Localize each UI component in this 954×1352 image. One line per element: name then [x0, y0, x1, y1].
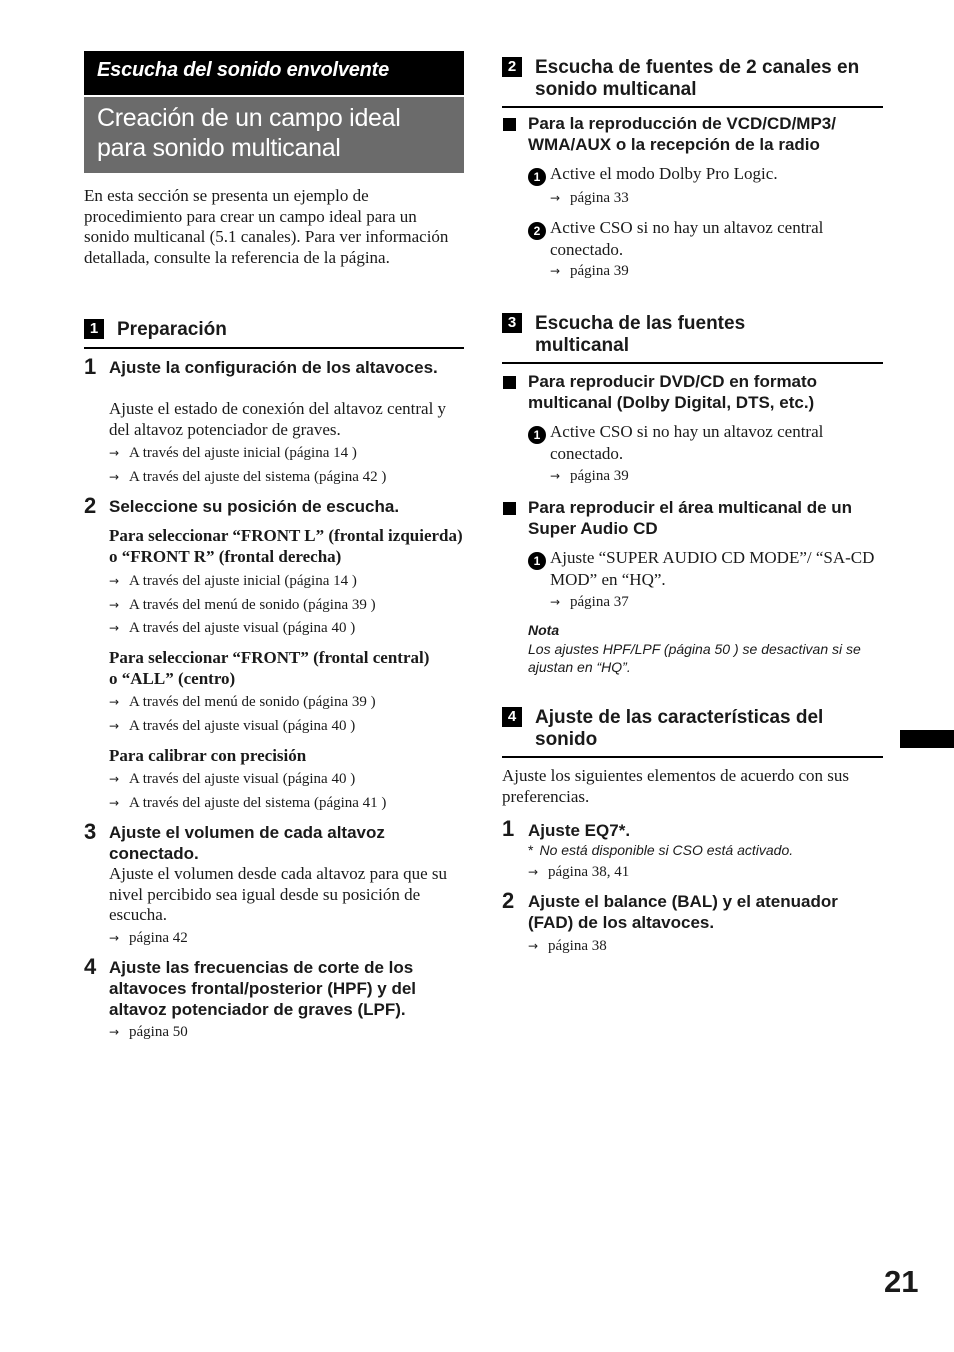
step-2-sub-2-ref-1: → A través del menú de sonido (página 39 ) [109, 694, 376, 710]
number-circle-icon: 1 [528, 426, 546, 444]
step-3-ref: → página 42 [109, 930, 188, 946]
arrow-icon: → [109, 574, 120, 588]
step-3-number: 3 [84, 819, 97, 844]
step-2-sub-2-ref-2: → A través del ajuste visual (página 40 ) [109, 718, 356, 734]
section-3-bullet-2-ref: → página 37 [550, 594, 629, 610]
arrow-icon: → [550, 469, 561, 483]
arrow-icon: → [109, 446, 120, 460]
page-title-line2: para sonido multicanal [97, 134, 341, 162]
note-text: Los ajustes HPF/LPF (página 50 ) se desactivan si se ajustan en “HQ”. [528, 641, 861, 675]
section-3-bullet-2-item: 1 Ajuste “SUPER AUDIO CD MODE”/ “SA-CD MOD” en “HQ”. [528, 548, 895, 591]
section-4-step-1-ref: → página 38, 41 [528, 864, 630, 880]
bullet-square-icon [503, 376, 516, 389]
arrow-icon: → [109, 1025, 120, 1039]
number-circle-icon: 1 [528, 552, 546, 570]
section-4-footnote: * No está disponible si CSO está activado. [528, 842, 794, 858]
section-2-number: 2 [502, 57, 522, 77]
step-3-title: Ajuste el volumen de cada altavoz conectado. [109, 823, 385, 863]
number-circle-icon: 2 [528, 222, 546, 240]
section-4-step-1-title: Ajuste EQ7*. [528, 821, 631, 840]
step-2-sub-1-ref-2: → A través del menú de sonido (página 39 ) [109, 597, 376, 613]
section-2-item-2-ref: → página 39 [550, 263, 629, 279]
page-title-line1: Creación de un campo ideal [97, 104, 401, 132]
arrow-icon: → [528, 865, 539, 879]
step-2-sub-1: Para seleccionar “FRONT L” (frontal izquierda) o “FRONT R” (frontal derecha) [109, 526, 463, 566]
category-banner [84, 51, 464, 95]
section-3-heading [502, 312, 883, 364]
section-1-heading [84, 318, 464, 349]
section-4-number: 4 [502, 707, 522, 727]
arrow-icon: → [109, 621, 120, 635]
intro-paragraph: En esta sección se presenta un ejemplo de procedimiento para crear un campo ideal para un sonido multicanal (5.1 canales). Para ver información detallada, consulte la referencia de la página. [84, 186, 449, 267]
section-3-bullet-2: Para reproducir el área multicanal de un Super Audio CD [528, 498, 853, 538]
arrow-icon: → [109, 931, 120, 945]
arrow-icon: → [109, 695, 120, 709]
section-4-heading [502, 706, 883, 758]
step-2-sub-1-ref-3: → A través del ajuste visual (página 40 ) [109, 620, 356, 636]
arrow-icon: → [550, 595, 561, 609]
page-number: 21 [884, 1264, 919, 1299]
section-4-step-1-number: 1 [502, 816, 515, 841]
section-4-title: Ajuste de las características del sonido [535, 707, 824, 750]
arrow-icon: → [528, 939, 539, 953]
section-2-title: Escucha de fuentes de 2 canales en sonido multicanal [535, 57, 860, 100]
step-2-sub-2: Para seleccionar “FRONT” (frontal central) o “ALL” (centro) [109, 648, 430, 688]
step-2-title: Seleccione su posición de escucha. [109, 497, 400, 516]
section-3-title: Escucha de las fuentes multicanal [535, 313, 746, 356]
step-2-number: 2 [84, 493, 97, 518]
bullet-square-icon [503, 118, 516, 131]
section-2-bullet: Para la reproducción de VCD/CD/MP3/ WMA/AUX o la recepción de la radio [528, 114, 836, 154]
section-4-step-2-ref: → página 38 [528, 938, 607, 954]
section-2-item-1: 1 Active el modo Dolby Pro Logic. [528, 164, 878, 186]
section-3-bullet-1-ref: → página 39 [550, 468, 629, 484]
step-1-ref-2: → A través del ajuste del sistema (página 42 ) [109, 469, 387, 485]
section-2-heading [502, 56, 883, 108]
arrow-icon: → [109, 796, 120, 810]
section-3-number: 3 [502, 313, 522, 333]
note-title: Nota [528, 622, 560, 638]
step-1-title: Ajuste la configuración de los altavoces. [109, 358, 438, 377]
step-2-sub-3-ref-2: → A través del ajuste del sistema (página 41 ) [109, 795, 387, 811]
side-tab-marker [900, 730, 954, 748]
section-1-title: Preparación [117, 319, 227, 340]
arrow-icon: → [550, 191, 561, 205]
arrow-icon: → [109, 470, 120, 484]
section-3-bullet-1-item: 1 Active CSO si no hay un altavoz central conectado. [528, 422, 895, 465]
section-1-number: 1 [84, 319, 104, 339]
arrow-icon: → [109, 719, 120, 733]
category-title: Escucha del sonido envolvente [97, 59, 390, 81]
number-circle-icon: 1 [528, 168, 546, 186]
section-3-bullet-1: Para reproducir DVD/CD en formato multicanal (Dolby Digital, DTS, etc.) [528, 372, 818, 412]
step-4-ref: → página 50 [109, 1024, 188, 1040]
step-4-number: 4 [84, 954, 97, 979]
section-4-step-2-number: 2 [502, 888, 515, 913]
step-2-sub-1-ref-1: → A través del ajuste inicial (página 14 ) [109, 573, 357, 589]
section-2-item-2: 2 Active CSO si no hay un altavoz central conectado. [528, 218, 895, 261]
step-1-number: 1 [84, 354, 97, 379]
arrow-icon: → [550, 264, 561, 278]
step-3-body: Ajuste el volumen desde cada altavoz para que su nivel percibido sea igual desde su posición de escucha. [109, 864, 447, 924]
arrow-icon: → [109, 772, 120, 786]
arrow-icon: → [109, 598, 120, 612]
step-1-body: Ajuste el estado de conexión del altavoz central y del altavoz potenciador de graves. [109, 399, 447, 439]
step-2-sub-3: Para calibrar con precisión [109, 746, 307, 765]
section-4-step-2-title: Ajuste el balance (BAL) y el atenuador (FAD) de los altavoces. [528, 892, 838, 932]
step-4-title: Ajuste las frecuencias de corte de los altavoces frontal/posterior (HPF) y del altavoz potenciador de graves (LPF). [109, 958, 417, 1019]
title-banner [84, 97, 464, 173]
step-1-ref-1: → A través del ajuste inicial (página 14 ) [109, 445, 357, 461]
bullet-square-icon [503, 502, 516, 515]
section-4-body: Ajuste los siguientes elementos de acuerdo con sus preferencias. [502, 766, 850, 806]
section-2-item-1-ref: → página 33 [550, 190, 629, 206]
step-2-sub-3-ref-1: → A través del ajuste visual (página 40 ) [109, 771, 356, 787]
